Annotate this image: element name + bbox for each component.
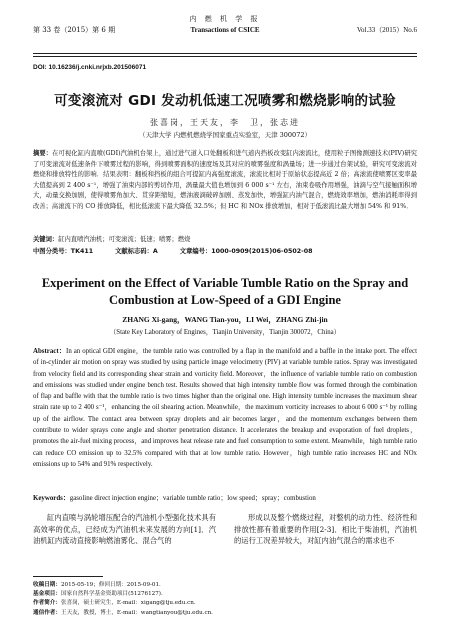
document-code: 文献标志码：A <box>115 248 158 255</box>
header-rule-thin <box>33 56 417 57</box>
affiliation-cn: （天津大学 内燃机燃烧学国家重点实验室，天津 300072） <box>139 131 311 139</box>
title-en <box>40 275 410 309</box>
footnote-label: 通信作者： <box>33 609 61 616</box>
keywords-en <box>33 492 417 502</box>
article-number: 文章编号：1000-0909(2015)06-0502-08 <box>179 248 313 255</box>
keywords-cn-label: 关键词： <box>33 236 59 243</box>
keywords-cn <box>33 234 417 243</box>
abstract-en-text: In an optical GDI engine，the tumble ratio was controlled by a flap in the manifold and a baffle in the intake port. The effect of in-cylinder air motion on spray was studied by using particle image velocimetry (PIV) at variable tumble ratios. Spray was investigated from velocity field and its corresponding shear strain and vorticity field. Moreover，the influence of variable tumble ratio on combustion and emissions was studied under engine bench test. Results showed that high intensity tumble flow was formed through the combination of flap and baffle with that the tumble ratio is two times higher than the original one. High intensity tumble increases the maximum shear strain rate up to 2 400 s⁻¹，enhancing the oil shearing action. Meanwhile，the maximum vorticity increases to about 6 000 s⁻¹ by rolling up of the airflow. The contact area between spray droplets and air becomes larger，and the momentum exchanges between them contribute to wider sprays cone angle and shorter penetration distance. It accelerates the breakup and evaporation of fuel droplets，promotes the air-fuel mixing process，and improves heat release rate and fuel consumption to some extent. Meanwhile，high tumble ratio can reduce CO emission up to 32.5% compared with that at low tumble ratio. However，high tumble ratio increases HC and NOx emissions up to 54% and 91% respectively. <box>33 348 417 468</box>
footnote-text: 张喜岗，硕士研究生，E-mail：xigang@tju.edu.cn． <box>60 600 200 607</box>
affiliation-en: （State Key Laboratory of Engines，Tianjin University，Tianjin 300072，China） <box>109 329 341 336</box>
title-en-line2: Combustion at Low-Speed of a GDI Engine <box>109 293 341 307</box>
abstract-en <box>33 346 417 470</box>
doi: DOI: 10.16236/j.cnki.nrjxb.201506071 <box>33 64 147 71</box>
footnote-received <box>33 581 417 590</box>
footnote-text: 王天友，教授，博士，E-mail：wangtianyou@tju.edu.cn． <box>60 609 217 616</box>
footnote-author-bio <box>33 599 417 608</box>
keywords-en-label: Keywords： <box>33 495 70 502</box>
footnote-corresponding <box>33 609 417 618</box>
keywords-en-text: gasoline direct injection engine；variable tumble ratio；low speed；spray；combustion <box>69 495 316 502</box>
clc-number: 中图分类号：TK411 <box>33 248 94 255</box>
running-header <box>33 10 417 50</box>
abstract-en-label: Abstract： <box>33 348 67 355</box>
abstract-cn-text: 在可视化缸内直喷(GDI)汽油机台架上，通过进气道入口处翻板和进气道内挡板改变缸内滚流比，使用粒子图像测速技术(PIV)研究了可变滚流对低速条件下喷雾过程的影响，得到喷雾面积的速度场及其对应的喷雾强度和涡量场；进一步通过台架试验，研究可变滚流对燃烧和排放特性的影响．结果表明：翻板和挡板的组合可提缸内高强度滚流，滚流比相对于原始状态提高近 2 倍；高滚流使喷雾区变率最大值提高到 2 400 s⁻¹，增强了油束内部的剪切作用，涡量最大值也增加到 6 000 s⁻¹ 左右，油束卷吸作用增强，油滴与空气接触面积增大，动量交换加剧，使得喷雾角加大、贯穿距缩短，燃油液滴破碎加剧、蒸发加快，增强缸内油气混合，燃烧效率增加，燃油消耗率得到改善；高滚流下的 CO 排放降低，相比低滚流下最大降低 32.5%；但 HC 和 NOx 排放增加，相对于低滚流比最大增加 54% 和 91%． <box>33 150 417 210</box>
authors-en: ZHANG Xi-gang，WANG Tian-you，LI Wei，ZHANG Zhi-jin <box>122 315 328 324</box>
footnotes <box>33 581 417 618</box>
body-column-left: 缸内直喷与涡轮增压配合的汽油机小型强化技术具有高效率的优点，已经成为汽油机未来发展的方向[1]．汽油机缸内流动直接影响燃油雾化、混合气的 <box>33 513 216 545</box>
footnote-funding <box>33 590 417 599</box>
keywords-cn-text: 缸内直喷汽油机；可变滚流；低速；喷雾；燃烧 <box>58 236 191 243</box>
header-rule-thick <box>33 53 417 54</box>
footnote-label: 作者简介： <box>33 600 61 607</box>
journal-name-cn: 内 燃 机 学 报 <box>189 15 261 23</box>
journal-name-en: Transactions of CSICE <box>190 26 260 34</box>
footnote-label: 基金项目： <box>33 591 61 598</box>
abstract-cn <box>33 149 417 213</box>
volume-issue-cn: 第 33 卷（2015）第 6 期 <box>33 26 116 34</box>
volume-issue-en: Vol.33（2015）No.6 <box>356 26 417 34</box>
footnote-label: 收稿日期： <box>33 582 61 588</box>
abstract-cn-label: 摘要： <box>33 150 53 157</box>
footnote-text: 2015-05-19；修回日期：2015-09-01． <box>60 582 165 588</box>
title-en-line1: Experiment on the Effect of Variable Tumble Ratio on the Spray and <box>41 276 409 290</box>
footnote-rule <box>33 576 103 577</box>
authors-cn: 张喜岗，王天友，李 卫，张志进 <box>150 118 300 127</box>
body-text <box>33 512 417 547</box>
footnote-text: 国家自然科学基金资助项目(51276127)． <box>60 591 167 598</box>
body-column-right: 形成以及整个燃烧过程，对整机的动力性、经济性和排放性都有着重要的作用[2-3]．相比于柴油机，汽油机的运行工况差异较大，对缸内油气混合的需求也不 <box>234 513 417 545</box>
title-cn: 可变滚流对 GDI 发动机低速工况喷雾和燃烧影响的试验 <box>54 93 396 109</box>
article-metadata <box>33 246 417 255</box>
